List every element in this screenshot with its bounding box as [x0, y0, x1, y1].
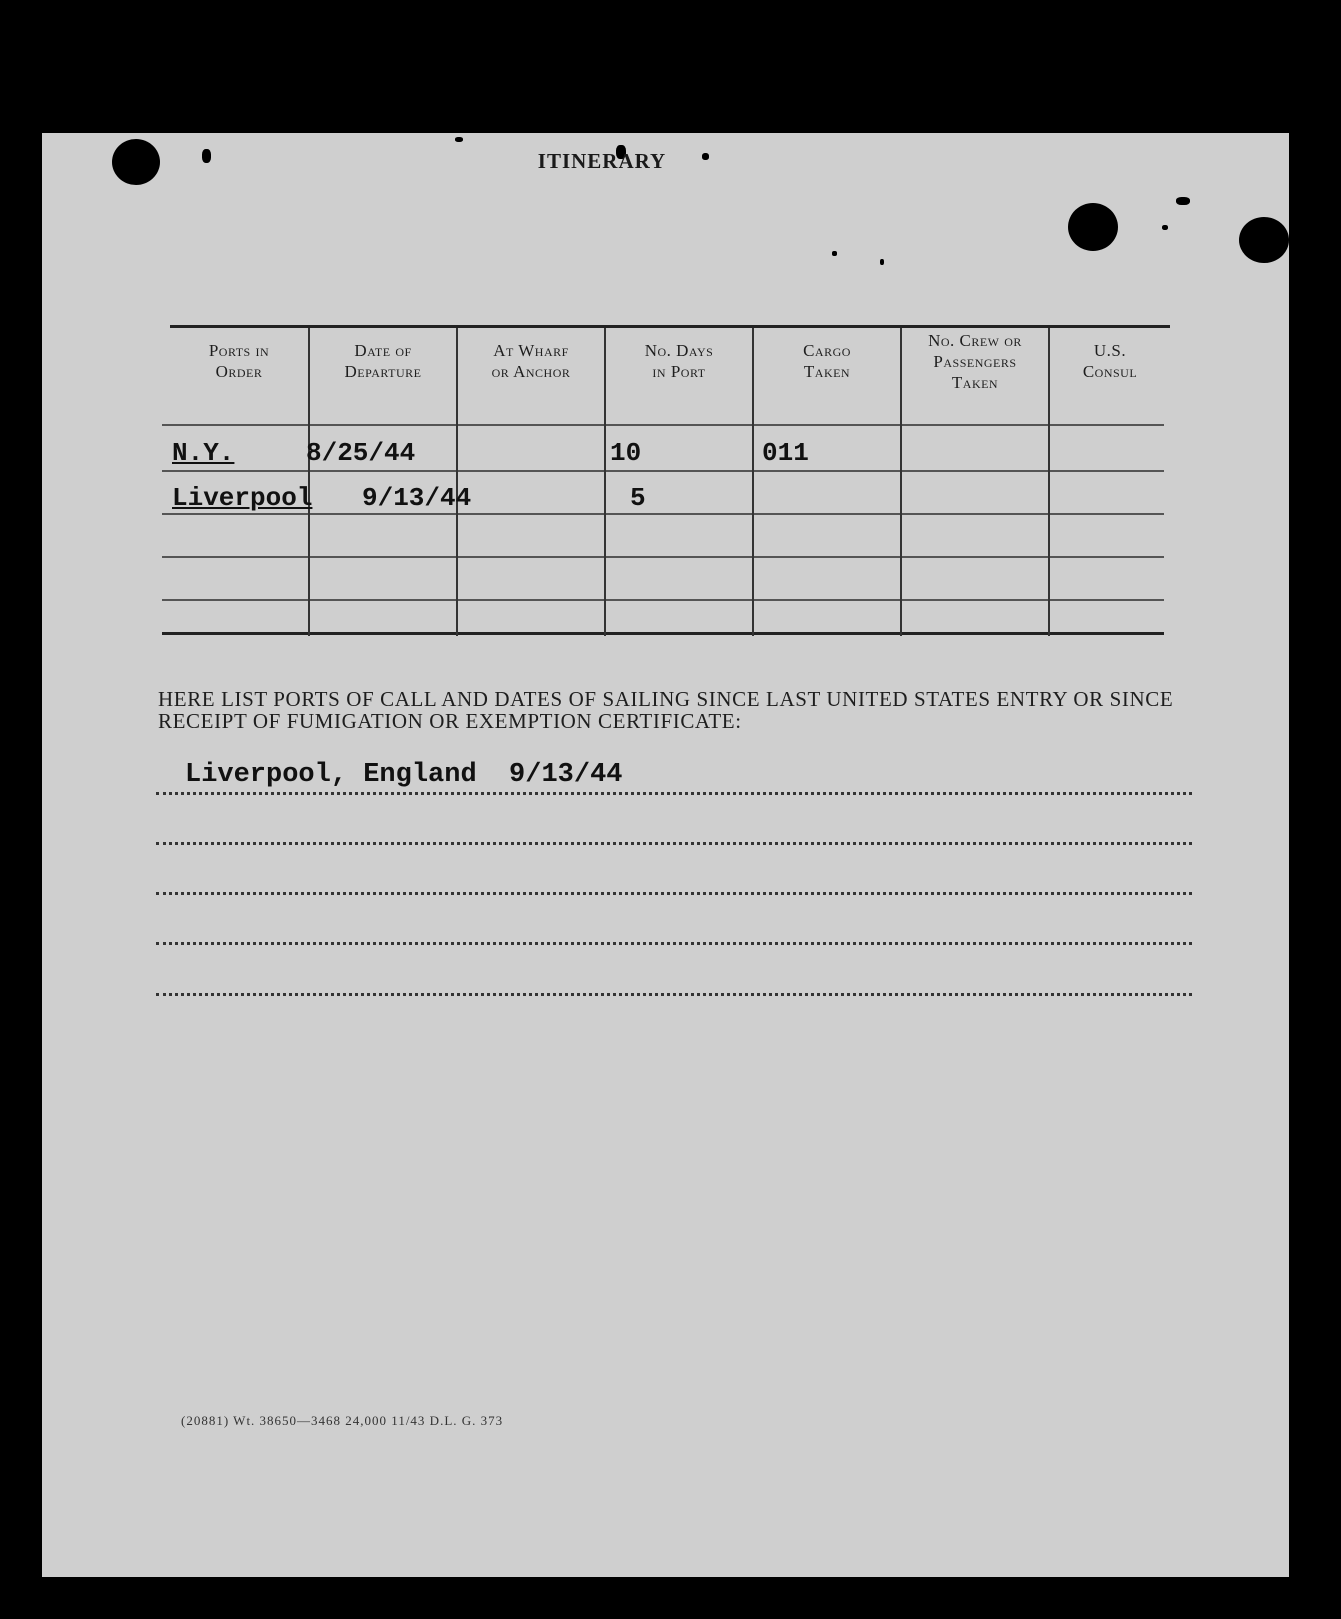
- entry-line: [156, 792, 1192, 795]
- itinerary-table: [118, 190, 1168, 640]
- column-header-ports: Ports in Order: [208, 341, 270, 381]
- row-1-cargo: 011: [762, 438, 809, 468]
- column-header-cargo: Cargo Taken: [803, 341, 851, 381]
- row-rule: [162, 513, 1164, 515]
- table-bottom-rule: [162, 632, 1164, 635]
- column-header-wharf: At Wharf or Anchor: [491, 341, 571, 381]
- table-header-rule: [162, 424, 1164, 426]
- punch-hole-edge: [1239, 217, 1289, 263]
- row-2-port: Liverpool: [172, 483, 313, 513]
- row-rule: [162, 556, 1164, 558]
- form-title: ITINERARY: [537, 149, 667, 173]
- row-2-days: 5: [630, 483, 646, 513]
- column-header-days: No. Days in Port: [644, 341, 714, 381]
- column-header-crew: No. Crew or Passengers Taken: [928, 330, 1022, 392]
- entry-line: [156, 842, 1192, 845]
- row-rule: [162, 599, 1164, 601]
- ink-speck: [1176, 197, 1190, 205]
- row-2-date: 9/13/44: [362, 483, 472, 513]
- column-header-consul: U.S. Consul: [1082, 341, 1138, 381]
- row-rule: [162, 470, 1164, 472]
- entry-line: [156, 993, 1192, 996]
- ink-speck: [455, 137, 463, 142]
- table-top-rule: [170, 325, 1170, 328]
- entry-line: [156, 942, 1192, 945]
- column-header-date: Date of Departure: [344, 341, 422, 381]
- entry-line: [156, 892, 1192, 895]
- ports-of-call-entry: Liverpool, England 9/13/44: [185, 760, 623, 790]
- instruction-text: HERE LIST PORTS OF CALL AND DATES OF SAILING SINCE LAST UNITED STATES ENTRY OR SINCE RECEIPT OF FUMIGATION OR EXEMPTION CERTIFICATE:: [158, 687, 1174, 733]
- row-1-port: N.Y.: [172, 438, 235, 468]
- printer-imprint: (20881) Wt. 38650—3468 24,000 11/43 D.L. G. 373: [181, 1413, 504, 1428]
- row-1-date: 8/25/44: [306, 438, 416, 468]
- row-1-days: 10: [610, 438, 642, 468]
